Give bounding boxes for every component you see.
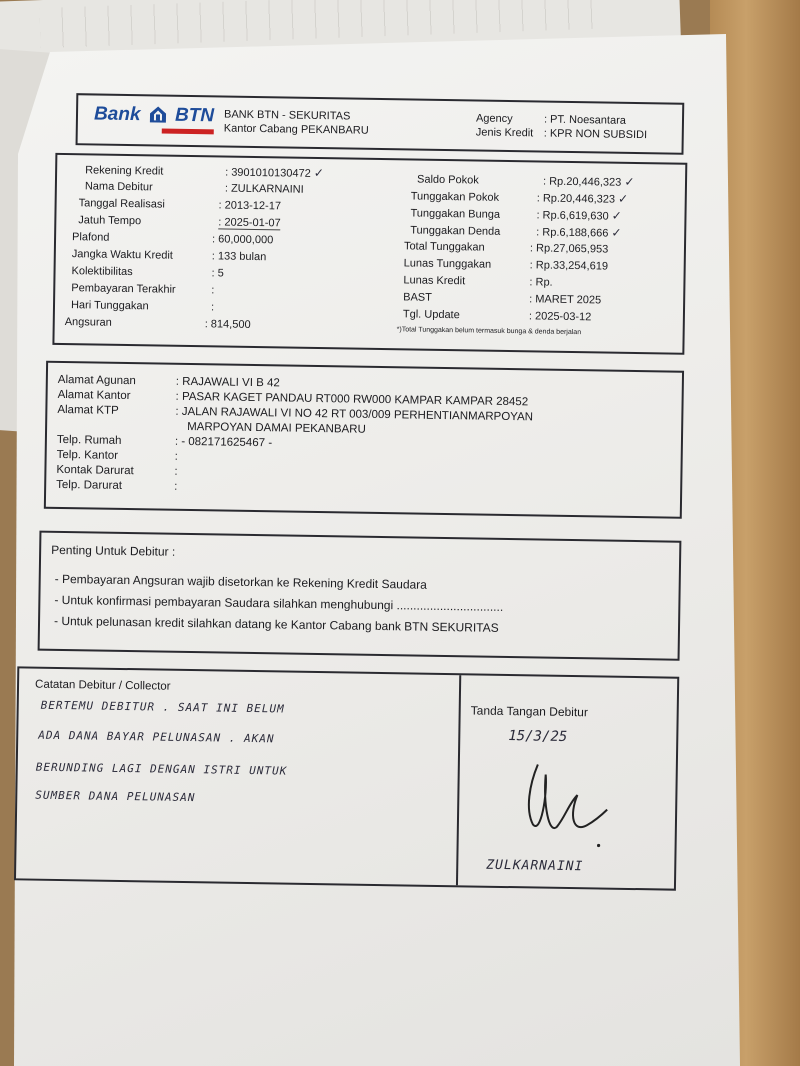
signature-mark — [506, 754, 618, 856]
account-right-column — [397, 170, 635, 327]
address-row: Alamat KTP : JALAN RAJAWALI VI NO 42 RT 003/009 PERHENTIANMARPOYAN — [57, 403, 534, 424]
logo-btn-text: BTN — [174, 104, 215, 127]
checkmark-icon: ✓ — [624, 174, 635, 189]
footnote: *)Total Tunggakan belum termasuk bunga & denda berjalan — [396, 326, 582, 337]
account-row: Saldo Pokok : Rp.20,446,323 ✓ — [416, 173, 635, 189]
notice-list — [54, 569, 504, 639]
notice-box — [38, 531, 682, 661]
account-row: Lunas Tunggakan : Rp.33,254,619 — [403, 257, 609, 273]
checkmark-icon: ✓ — [611, 225, 622, 240]
account-row: Hari Tunggakan : — [70, 299, 215, 314]
bank-name: BANK BTN - SEKURITAS — [223, 108, 351, 123]
notes-divider — [456, 675, 461, 885]
account-row: Tunggakan Pokok : Rp.20,446,323 ✓ — [410, 190, 629, 206]
handwritten-note-line: BERUNDING LAGI DENGAN ISTRI UNTUK — [35, 760, 288, 778]
notice-item: - Untuk konfirmasi pembayaran Saudara silahkan menghubungi ................................ — [54, 592, 504, 614]
account-row: Plafond : 60,000,000 — [71, 231, 274, 247]
address-row: Alamat Kantor : PASAR KAGET PANDAU RT000 RW000 KAMPAR KAMPAR 28452 — [57, 388, 529, 409]
agency-label: Agency — [475, 112, 513, 126]
signature-date: 15/3/25 — [508, 728, 568, 745]
account-row: Angsuran : 814,500 — [64, 316, 251, 331]
credit-type-value: : KPR NON SUBSIDI — [543, 127, 648, 142]
account-row: Jangka Waktu Kredit : 133 bulan — [71, 248, 267, 264]
bank-info — [224, 108, 369, 138]
account-row: Kolektibilitas : 5 — [71, 265, 224, 280]
account-left-column — [65, 161, 324, 335]
account-row: Tanggal Realisasi : 2013-12-17 — [78, 197, 282, 213]
account-row: Tgl. Update : 2025-03-12 — [402, 308, 592, 324]
notice-title: Penting Untuk Debitur : — [51, 542, 176, 559]
handwritten-note-line: BERTEMU DEBITUR . SAAT INI BELUM — [40, 698, 285, 716]
signature-name: ZULKARNAINI — [486, 857, 584, 875]
branch-name: Kantor Cabang PEKANBARU — [223, 122, 369, 137]
bank-btn-logo — [94, 103, 214, 127]
account-row: BAST : MARET 2025 — [403, 291, 602, 307]
address-row: Telp. Darurat : — [56, 478, 178, 493]
notice-item: - Pembayaran Angsuran wajib disetorkan ke Rekening Kredit Saudara — [54, 571, 428, 592]
address-row: Alamat Agunan : RAJAWALI VI B 42 — [57, 373, 280, 390]
account-row: Tunggakan Denda : Rp.6,188,666 ✓ — [410, 224, 622, 240]
account-row: Rekening Kredit : 3901010130472 ✓ — [85, 164, 325, 181]
address-list — [56, 373, 534, 500]
account-row: Lunas Kredit : Rp. — [403, 274, 553, 289]
handwritten-note-line: ADA DANA BAYAR PELUNASAN . AKAN — [38, 728, 275, 746]
notes-box — [14, 666, 679, 890]
address-box — [44, 361, 684, 519]
checkmark-icon: ✓ — [313, 165, 325, 181]
agency-value: : PT. Noesantara — [543, 113, 627, 127]
address-row-cont: MARPOYAN DAMAI PEKANBARU — [187, 420, 366, 436]
signature-title: Tanda Tangan Debitur — [470, 703, 589, 720]
account-row: Nama Debitur : ZULKARNAINI — [84, 180, 304, 196]
account-row: Total Tunggakan : Rp.27,065,953 — [403, 240, 609, 256]
address-row: Telp. Rumah : - 082171625467 - — [56, 433, 273, 450]
house-icon — [149, 105, 167, 123]
logo-red-bar — [162, 129, 214, 135]
agency-info — [476, 111, 648, 142]
address-row: Kontak Darurat : — [56, 463, 178, 478]
notice-item: - Untuk pelunasan kredit silahkan datang ke Kantor Cabang bank BTN SEKURITAS — [53, 613, 499, 635]
account-row: Jatuh Tempo : 2025-01-07 — [78, 214, 281, 230]
checkmark-icon: ✓ — [618, 191, 629, 206]
credit-type-label: Jenis Kredit — [475, 126, 534, 140]
account-row: Tunggakan Bunga : Rp.6,619,630 ✓ — [410, 207, 622, 223]
account-row: Pembayaran Terakhir : — [71, 282, 215, 297]
account-details-box — [52, 153, 687, 355]
checkmark-icon: ✓ — [611, 208, 622, 223]
notes-title: Catatan Debitur / Collector — [34, 678, 171, 693]
handwritten-note-line: SUMBER DANA PELUNASAN — [35, 788, 196, 805]
header-box — [76, 93, 685, 155]
address-row: Telp. Kantor : — [56, 448, 178, 463]
logo-bank-text: Bank — [93, 103, 141, 126]
